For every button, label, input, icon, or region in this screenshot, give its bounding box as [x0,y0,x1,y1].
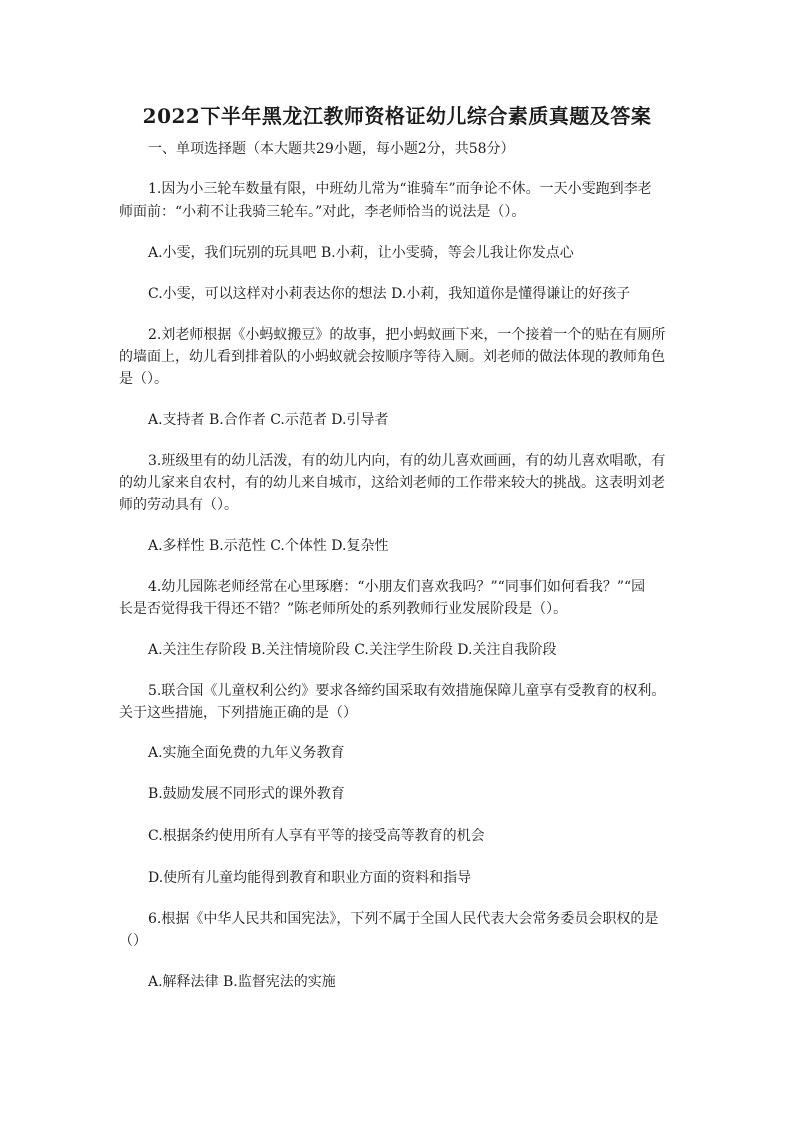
question-6-options-line-1: A.解释法律 B.监督宪法的实施 [148,974,336,990]
question-1-stem-line-1: 1.因为小三轮车数量有限，中班幼儿常为“谁骑车”而争论不休。一天小雯跑到李老 [148,181,652,197]
question-2-stem-line-1: 2.刘老师根据《小蚂蚁搬豆》的故事，把小蚂蚁画下来，一个接着一个的贴在有厕所 [148,327,666,343]
question-1-stem-line-2: 师面前：“小莉不让我骑三轮车。”对此，李老师恰当的说法是（）。 [119,204,526,220]
question-5-option-c: C.根据条约使用所有人享有平等的接受高等教育的机会 [148,828,485,844]
question-6-stem-line-1: 6.根据《中华人民共和国宪法》，下列不属于全国人民代表大会常务委员会职权的是 [148,911,659,927]
question-4-stem-line-2: 长是否觉得我干得还不错？”陈老师所处的系列教师行业发展阶段是（）。 [119,601,568,617]
question-5-option-b: B.鼓励发展不同形式的课外教育 [148,786,345,802]
question-5-stem-line-1: 5.联合国《儿童权利公约》要求各缔约国采取有效措施保障儿童享有受教育的权利。 [148,683,666,699]
question-3-stem-line-1: 3.班级里有的幼儿活泼，有的幼儿内向，有的幼儿喜欢画画，有的幼儿喜欢唱歌，有 [148,453,666,469]
question-1-options-line-2: C.小雯，可以这样对小莉表达你的想法 D.小莉，我知道你是懂得谦让的好孩子 [148,286,631,302]
page-title: 2022下半年黑龙江教师资格证幼儿综合素质真题及答案 [142,104,652,128]
question-2-stem-line-3: 是（）。 [119,371,168,387]
question-3-stem-line-3: 师的劳动具有（）。 [119,497,238,513]
section-heading: 一、单项选择题（本大题共29小题，每小题2分，共58分） [148,141,515,157]
question-4-stem-line-1: 4.幼儿园陈老师经常在心里琢磨：“小朋友们喜欢我吗？”“同事们如何看我？”“园 [148,579,646,595]
question-5-option-d: D.使所有儿童均能得到教育和职业方面的资料和指导 [148,870,472,886]
question-2-options: A.支持者 B.合作者 C.示范者 D.引导者 [148,412,389,428]
question-6-stem-line-2: （） [119,933,147,949]
question-3-options: A.多样性 B.示范性 C.个体性 D.复杂性 [148,538,389,554]
question-4-options: A.关注生存阶段 B.关注情境阶段 C.关注学生阶段 D.关注自我阶段 [148,642,557,658]
question-5-option-a: A.实施全面免费的九年义务教育 [148,745,345,761]
question-5-stem-line-2: 关于这些措施，下列措施正确的是（） [119,705,357,721]
question-3-stem-line-2: 的幼儿家来自农村，有的幼儿来自城市，这给刘老师的工作带来较大的挑战。这表明刘老 [119,475,665,491]
question-1-options-line-1: A.小雯，我们玩别的玩具吧 B.小莉，让小雯骑，等会儿我让你发点心 [148,245,574,261]
question-2-stem-line-2: 的墙面上，幼儿看到排着队的小蚂蚁就会按顺序等待入厕。刘老师的做法体现的教师角色 [119,349,665,365]
